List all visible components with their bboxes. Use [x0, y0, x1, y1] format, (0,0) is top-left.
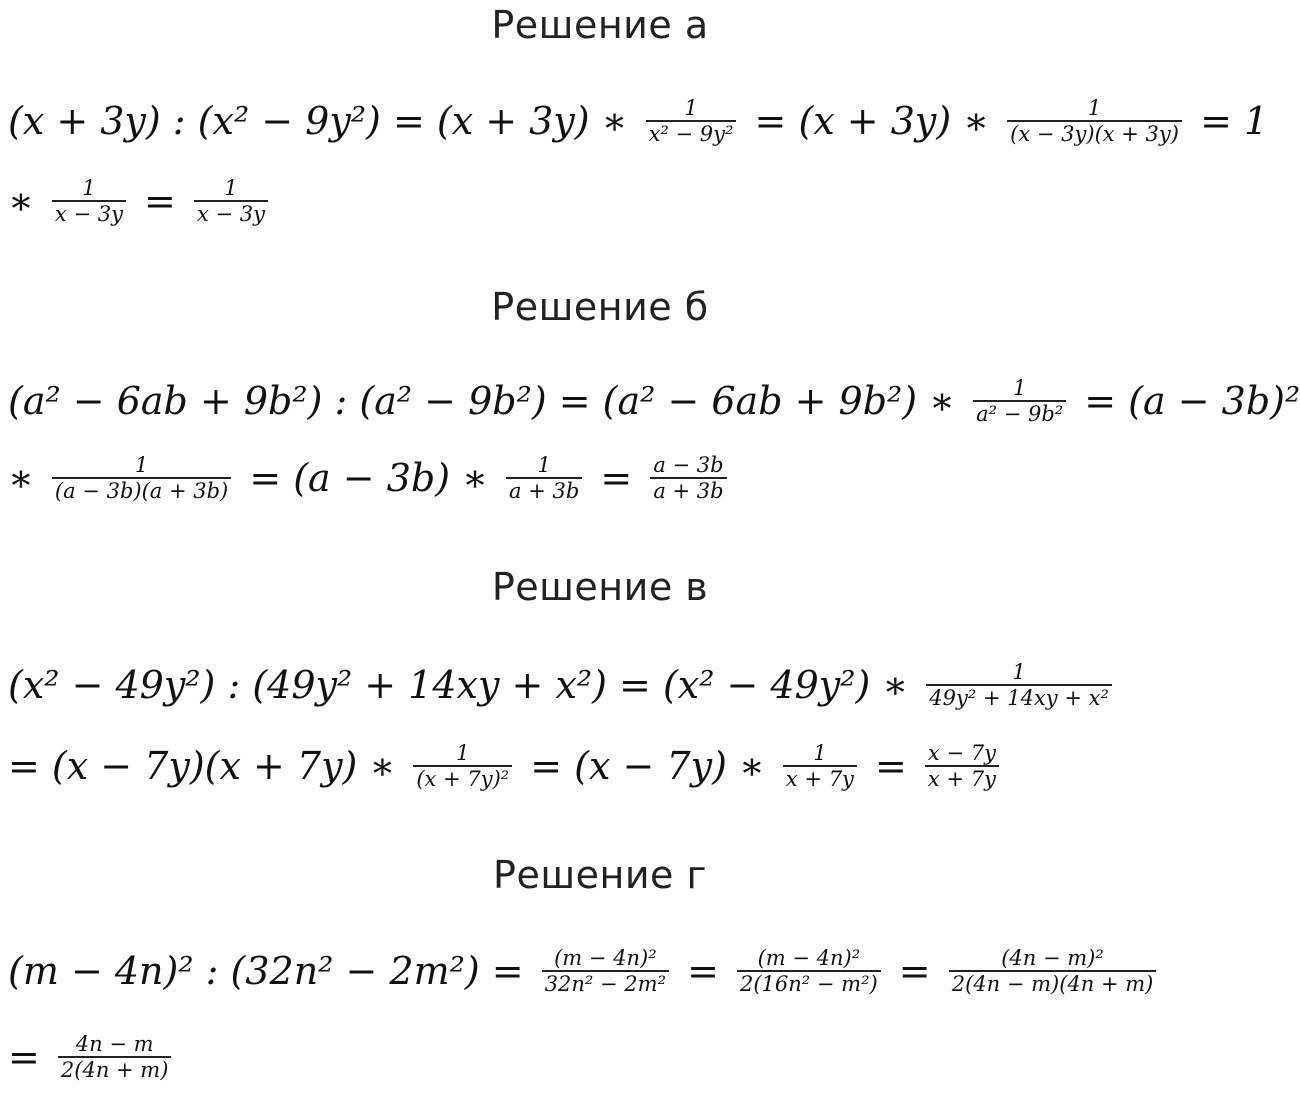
fraction-denominator: x − 3y — [52, 200, 126, 226]
fraction — [52, 453, 231, 503]
heading-solution-g: Решение г — [493, 853, 707, 897]
fraction — [973, 376, 1066, 426]
expression-text: = 1 — [1187, 99, 1269, 143]
expression-text: = — [8, 1035, 52, 1079]
fraction-numerator: 1 — [1012, 660, 1026, 684]
fraction-denominator: 2(4n − m)(4n + m) — [949, 970, 1157, 996]
fraction-numerator: 1 — [82, 176, 96, 200]
expression-text: = (x − 7y)(x + 7y) ∗ — [8, 744, 408, 788]
fraction-numerator: 1 — [537, 453, 551, 477]
fraction-numerator: 1 — [1012, 376, 1027, 400]
fraction-numerator: 1 — [813, 741, 827, 765]
expression-text: (x² − 49y²) : (49y² + 14xy + x²) = (x² − 49y²) ∗ — [8, 663, 921, 707]
equation-line — [8, 376, 1300, 426]
fraction — [58, 1032, 172, 1082]
fraction-denominator: 2(4n + m) — [58, 1056, 172, 1082]
expression-text: = — [886, 949, 943, 993]
fraction-denominator: 32n² − 2m² — [542, 970, 669, 996]
fraction-denominator: x² − 9y² — [646, 120, 737, 146]
equation-line — [8, 946, 1162, 996]
fraction-numerator: 4n − m — [75, 1032, 154, 1056]
equation-line — [8, 1032, 177, 1082]
expression-text: (m − 4n)² : (32n² − 2m²) = — [8, 949, 536, 993]
expression-text: = (x + 3y) ∗ — [742, 99, 1002, 143]
fraction-numerator: (m − 4n)² — [757, 946, 861, 970]
fraction-numerator: 1 — [456, 741, 470, 765]
heading-solution-b: Решение б — [491, 285, 709, 329]
expression-text: = — [131, 179, 188, 223]
fraction — [926, 660, 1112, 710]
fraction — [925, 741, 999, 791]
fraction — [506, 453, 582, 503]
expression-text: = (x − 7y) ∗ — [518, 744, 777, 788]
fraction — [413, 741, 512, 791]
equation-line — [8, 453, 733, 503]
expression-text: ∗ — [8, 456, 46, 500]
fraction-denominator: x + 7y — [783, 765, 857, 791]
fraction — [542, 946, 669, 996]
fraction-denominator: x + 7y — [925, 765, 999, 791]
fraction-numerator: (4n − m)² — [1001, 946, 1104, 970]
equation-line — [8, 741, 1005, 791]
expression-text: = (a − 3b)² — [1072, 379, 1300, 423]
expression-text: = — [675, 949, 731, 993]
fraction-denominator: a² − 9b² — [973, 400, 1066, 426]
fraction — [646, 96, 737, 146]
equation-line — [8, 96, 1268, 146]
fraction-denominator: 49y² + 14xy + x² — [926, 684, 1112, 710]
fraction-denominator: a + 3b — [650, 477, 726, 503]
fraction-numerator: x − 7y — [927, 741, 996, 765]
fraction-denominator: a + 3b — [506, 477, 582, 503]
fraction-numerator: 1 — [224, 176, 238, 200]
fraction-numerator: 1 — [1087, 96, 1102, 120]
equation-line — [8, 660, 1118, 710]
fraction-denominator: (x + 7y)² — [413, 765, 512, 791]
fraction — [52, 176, 126, 226]
fraction — [949, 946, 1157, 996]
fraction-numerator: a − 3b — [653, 453, 724, 477]
fraction — [737, 946, 881, 996]
heading-solution-v: Решение в — [491, 565, 709, 609]
expression-text: = — [588, 456, 645, 500]
expression-text: = — [862, 744, 919, 788]
fraction — [783, 741, 857, 791]
equation-line — [8, 176, 274, 226]
expression-text: ∗ — [8, 179, 46, 223]
fraction-numerator: (m − 4n)² — [554, 946, 657, 970]
expression-text: (x + 3y) : (x² − 9y²) = (x + 3y) ∗ — [8, 99, 640, 143]
heading-solution-a: Решение а — [491, 3, 709, 47]
fraction — [1007, 96, 1182, 146]
expression-text: (a² − 6ab + 9b²) : (a² − 9b²) = (a² − 6ab + 9b²) ∗ — [8, 379, 968, 423]
fraction-denominator: 2(16n² − m²) — [737, 970, 881, 996]
fraction — [650, 453, 726, 503]
fraction-numerator: 1 — [134, 453, 149, 477]
fraction — [194, 176, 268, 226]
expression-text: = (a − 3b) ∗ — [237, 456, 501, 500]
fraction-denominator: x − 3y — [194, 200, 268, 226]
fraction-denominator: (a − 3b)(a + 3b) — [52, 477, 231, 503]
fraction-denominator: (x − 3y)(x + 3y) — [1007, 120, 1182, 146]
fraction-numerator: 1 — [684, 96, 698, 120]
